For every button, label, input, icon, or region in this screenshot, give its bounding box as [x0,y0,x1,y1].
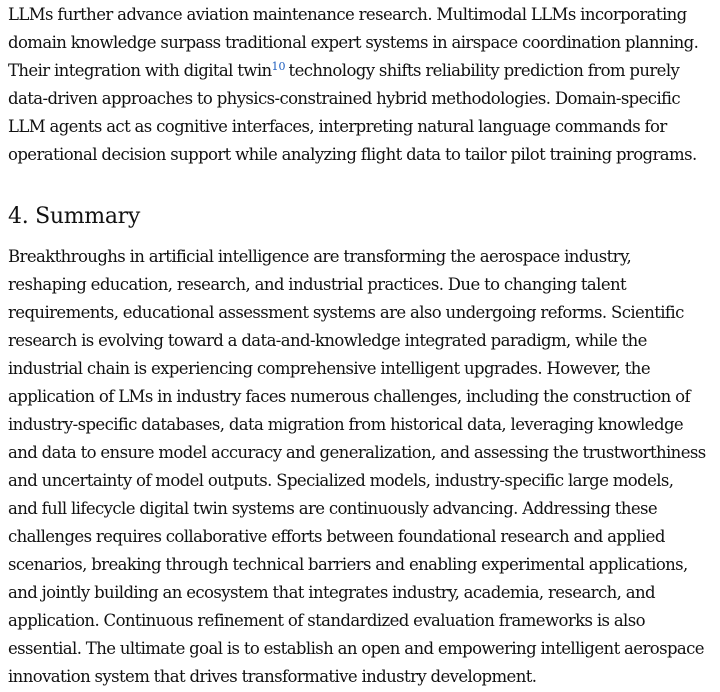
text-line: LLM agents act as cognitive interfaces, interpreting natural language commands for [8,117,667,136]
text-line: operational decision support while analyzing flight data to tailor pilot training programs. [8,145,697,164]
text-line: essential. The ultimate goal is to establish an open and empowering intelligent aerospace [8,639,704,658]
reference-link[interactable]: 10 [271,60,286,73]
paragraph-llm-aviation [8,1,698,169]
text-line: and uncertainty of model outputs. Specialized models, industry-specific large models, [8,471,674,490]
section-heading: 4. Summary [8,204,141,229]
text-line: LLMs further advance aviation maintenance research. Multimodal LLMs incorporating [8,5,687,24]
text-line: challenges requires collaborative efforts between foundational research and applied [8,527,665,546]
text-line: and jointly building an ecosystem that integrates industry, academia, research, and [8,583,655,602]
text-fragment: technology shifts reliability prediction from purely [288,61,680,80]
text-line: industry-specific databases, data migration from historical data, leveraging knowledge [8,415,684,434]
text-line: domain knowledge surpass traditional expert systems in airspace coordination planning. [8,33,699,52]
text-line: Breakthroughs in artificial intelligence are transforming the aerospace industry, [8,247,632,266]
text-line: application of LMs in industry faces numerous challenges, including the construction of [8,387,690,406]
text-line: scenarios, breaking through technical barriers and enabling experimental applications, [8,555,688,574]
text-fragment: Their integration with digital twin [8,61,272,80]
text-line: reshaping education, research, and industrial practices. Due to changing talent [8,275,627,294]
text-line [8,57,698,85]
text-line: industrial chain is experiencing comprehensive intelligent upgrades. However, the [8,359,650,378]
paragraph-summary [8,243,706,691]
text-line: requirements, educational assessment systems are also undergoing reforms. Scientific [8,303,684,322]
text-line: data-driven approaches to physics-constrained hybrid methodologies. Domain-specific [8,89,680,108]
text-line: innovation system that drives transformative industry development. [8,667,537,686]
text-line: and full lifecycle digital twin systems are continuously advancing. Addressing these [8,499,658,518]
text-line: research is evolving toward a data-and-knowledge integrated paradigm, while the [8,331,647,350]
text-line: and data to ensure model accuracy and generalization, and assessing the trustworthiness [8,443,706,462]
text-line: application. Continuous refinement of standardized evaluation frameworks is also [8,611,645,630]
